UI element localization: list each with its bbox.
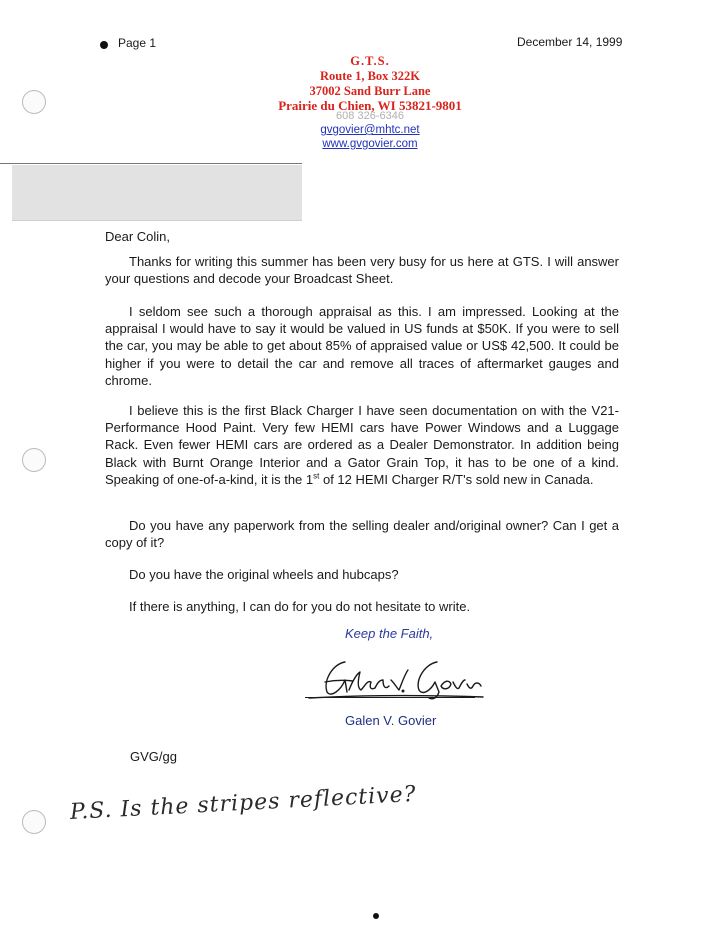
letterhead-phone: 608 326-6346 xyxy=(336,110,404,122)
website-link[interactable]: www.gvgovier.com xyxy=(322,138,418,150)
paragraph-2-text: I seldom see such a thorough appraisal as this. I am impressed. Looking at the appraisal I would have to say it would be valued in US funds at $50K. If you were to sell the car, you may be able to get about 85% of appraised value or US$ 42,500. It could be higher if you were to detail the car and remove all traces of aftermarket gauges and chrome. xyxy=(105,304,619,388)
page-dot xyxy=(373,913,379,919)
page-bullet xyxy=(100,41,108,49)
page-number: Page 1 xyxy=(118,36,157,50)
letterhead-route: Route 1, Box 322K xyxy=(320,69,420,83)
punch-hole-middle xyxy=(22,448,46,472)
ordinal-suffix: st xyxy=(313,471,320,481)
signer-name: Galen V. Govier xyxy=(345,713,437,728)
paragraph-5 xyxy=(105,566,619,583)
punch-hole-bottom xyxy=(22,810,46,834)
letterhead-city: Prairie du Chien, WI 53821-9801 xyxy=(278,98,462,113)
paragraph-1 xyxy=(105,253,619,287)
handwritten-postscript: P.S. Is the stripes reflective? xyxy=(69,781,418,825)
signature-line xyxy=(305,697,475,698)
salutation: Dear Colin, xyxy=(105,229,171,244)
paragraph-3-text-b: of 12 HEMI Charger R/T's sold new in Canada. xyxy=(319,471,594,487)
closing: Keep the Faith, xyxy=(345,626,434,641)
handwritten-signature xyxy=(305,650,485,702)
letter-date: December 14, 1999 xyxy=(517,35,623,49)
paragraph-5-text: Do you have the original wheels and hubcaps? xyxy=(129,567,399,582)
letterhead-street: 37002 Sand Burr Lane xyxy=(309,84,431,98)
letterhead-company: G.T.S. xyxy=(350,54,390,68)
punch-hole-top xyxy=(22,90,46,114)
paragraph-2 xyxy=(105,303,619,389)
paragraph-6-text: If there is anything, I can do for you do not hesitate to write. xyxy=(129,599,471,614)
paragraph-3 xyxy=(105,402,619,488)
paragraph-6 xyxy=(105,598,619,615)
divider-line xyxy=(0,163,302,164)
paragraph-1-text: Thanks for writing this summer has been very busy for us here at GTS. I will answer your questions and decode your Broadcast Sheet. xyxy=(105,254,619,287)
email-link[interactable]: gvgovier@mhtc.net xyxy=(320,124,420,136)
redacted-address-block xyxy=(12,165,302,221)
paragraph-4-text: Do you have any paperwork from the selling dealer and/original owner? Can I get a copy of it? xyxy=(105,518,619,551)
typist-initials: GVG/gg xyxy=(130,749,177,764)
paragraph-4 xyxy=(105,517,619,551)
paragraph-3-text-a: I believe this is the first Black Charger I have seen documentation on with the V21-Performance Hood Paint. Very few HEMI cars have Power Windows and a Luggage Rack. Even fewer HEMI cars are ordered as a Dealer Demonstrator. In addition being Black with Burnt Orange Interior and a Gator Grain Top, it has to be one of a kind. Speaking of one-of-a-kind, it is the 1 xyxy=(105,403,619,487)
